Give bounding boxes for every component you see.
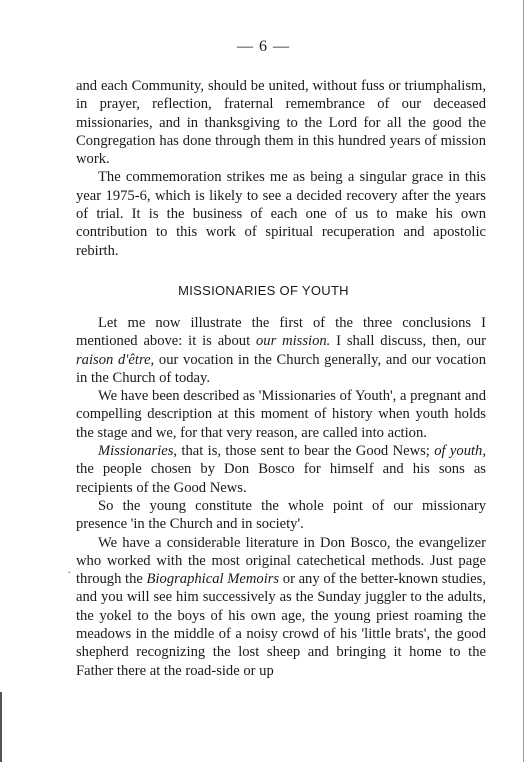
paragraph-young: So the young constitute the whole point of our missionary presence 'in the Church and in society'.: [76, 497, 486, 533]
text-run: I shall discuss, then, our: [330, 333, 487, 350]
emphasis-biographical-memoirs: Biographical Memoirs: [146, 571, 280, 588]
paragraph-commemoration: The commemoration strikes me as being a singular grace in this year 1975-6, which is likely to see a decided recovery after the years of trial. It is the business of each one of us to make his own contribution to this work of spiritual recuperation and apostolic rebirth.: [76, 169, 486, 259]
section-heading: MISSIONARIES OF YOUTH: [178, 283, 349, 298]
scan-edge: [523, 0, 524, 762]
text-run: that is, those sent to bear the Good News;: [177, 443, 435, 460]
paragraph-continuation: and each Community, should be united, without fuss or triumphalism, in prayer, reflection, fraternal remembrance of our deceased missionaries, and in thanksgiving to the Lord for all the good the Congregation has done through them in this hundred years of mission work.: [76, 78, 486, 168]
paragraph-mission: [76, 314, 486, 387]
page-number: — 6 —: [237, 38, 290, 55]
emphasis-missionaries: Missionaries,: [98, 443, 178, 460]
text-run: or any of the better-known studies, and you will see him successively as the Sunday juggler to the adults, the yokel to the boys of his own age, the young priest roaming the meadows in the middle of a noisy crowd of his 'little brats', the good shepherd recognizing the lost sheep and bringing it home to the Father there at the road-side or up: [76, 571, 486, 679]
paragraph-definition: [76, 442, 486, 497]
text-run: Let me now illustrate the first of the three conclusions I mentioned above: it is about: [76, 315, 486, 350]
text-run: We have a considerable literature in Don Bosco, the evangelizer who worked with the most original catechetical methods. Just page through the: [76, 534, 486, 588]
opening-text: [76, 77, 486, 260]
emphasis-our-mission: our mission.: [255, 333, 331, 350]
text-run: the people chosen by Don Bosco for himself and his sons as recipients of the Good News.: [76, 461, 486, 496]
emphasis-raison-detre: raison d'être,: [76, 351, 155, 368]
paragraph-literature: [76, 534, 486, 680]
section-text: [76, 314, 486, 680]
margin-mark: .: [68, 565, 71, 576]
scan-corner: [0, 692, 2, 762]
text-run: our vocation in the Church generally, and our vocation in the Church of today.: [76, 351, 487, 386]
emphasis-of-youth: of youth,: [434, 443, 486, 460]
paragraph-description: We have been described as 'Missionaries of Youth', a pregnant and compelling description at this moment of history when youth holds the stage and we, for that very reason, are called into action.: [76, 388, 486, 441]
